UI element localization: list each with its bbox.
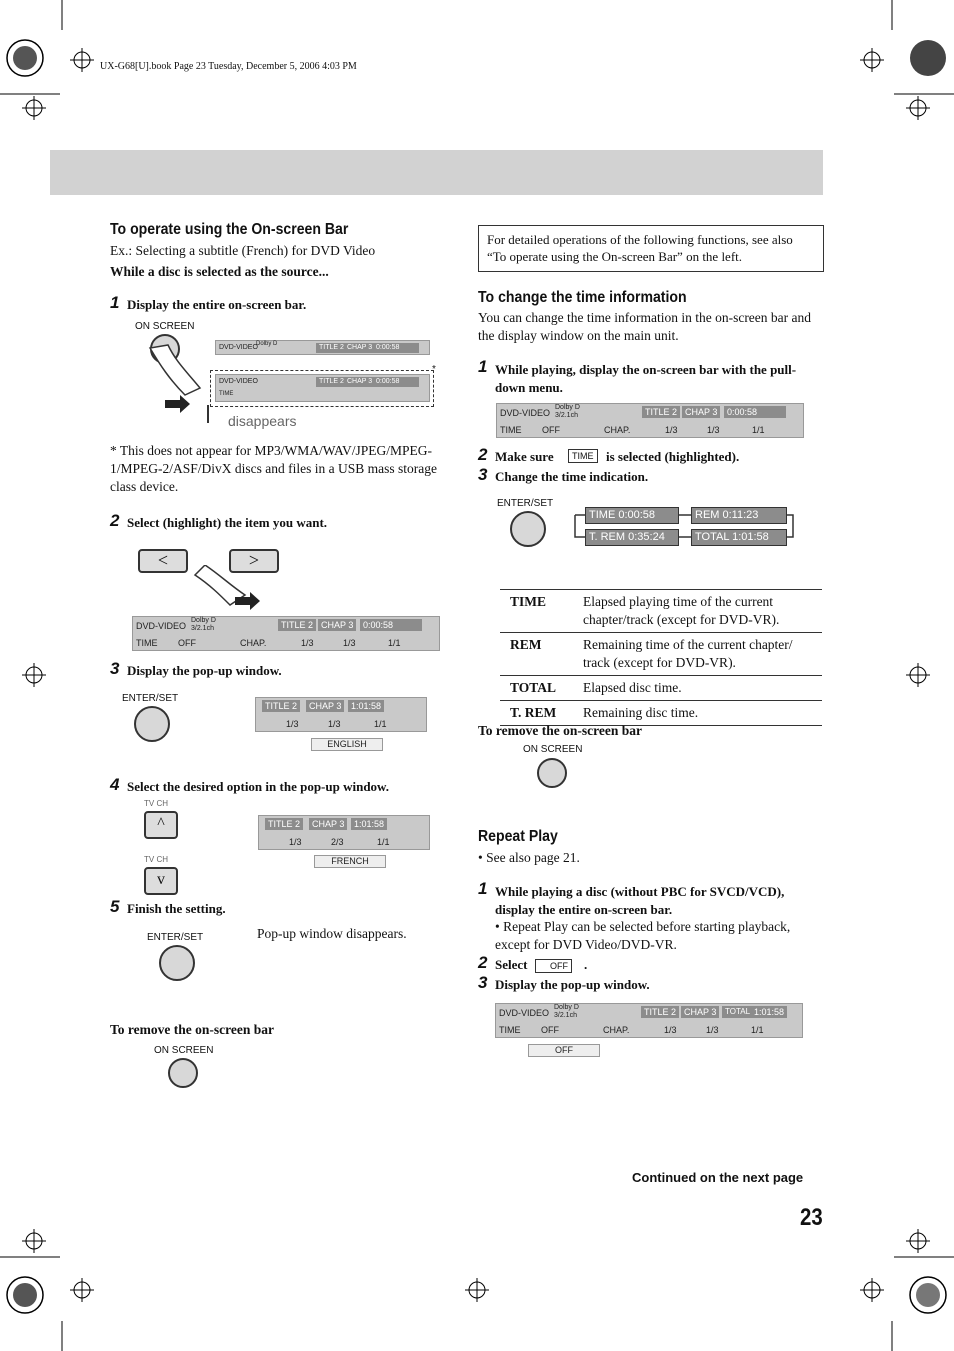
enter-set-button[interactable] (510, 511, 546, 547)
dvd-video-label: DVD-VIDEO (499, 1008, 550, 1018)
popup-option-french[interactable]: FRENCH (314, 855, 386, 868)
chap-cell: CHAP 3 (682, 406, 720, 418)
channels-label: 3/2.1ch (191, 625, 214, 632)
remove-title: To remove the on-screen bar (478, 723, 642, 738)
on-screen-label: ON SCREEN (135, 321, 195, 332)
total-cell: 1:01:58 (351, 818, 387, 830)
audio-label: 1/3 (665, 425, 678, 435)
rem-display: REM 0:11:23 (691, 507, 787, 524)
table-desc: Elapsed playing time of the current chapter/track (except for DVD-VR). (573, 590, 822, 633)
dolby-label: Dolby D (555, 404, 580, 411)
time-cell: 0:00:58 (360, 619, 422, 631)
time-table (500, 589, 822, 726)
table-term: REM (500, 633, 573, 676)
step-number: 1 (110, 293, 120, 312)
title-cell: TITLE 2 (316, 343, 347, 353)
repeat-bullet: • Repeat Play can be selected before starting playback, except for DVD Video/DVD-VR. (495, 919, 791, 952)
page-number: 23 (800, 1204, 823, 1231)
title-cell: TITLE 2 (278, 619, 316, 631)
title-cell: TITLE 2 (262, 700, 300, 712)
chap-cell: CHAP 3 (318, 619, 356, 631)
step-number: 2 (110, 511, 120, 530)
chap-short-label: CHAP. (240, 638, 267, 648)
dvd-video-label: DVD-VIDEO (219, 378, 258, 385)
osd-bar (496, 403, 804, 438)
trem-display: T. REM 0:35:24 (585, 529, 679, 546)
title-cell: TITLE 2 (265, 818, 303, 830)
chap-cell: CHAP 3 (681, 1006, 719, 1018)
audio-label: 1/3 (289, 837, 302, 847)
book-meta: UX-G68[U].book Page 23 Tuesday, December 5, 2006 4:03 PM (100, 61, 357, 72)
chap-short-label: CHAP. (603, 1025, 630, 1035)
time-cell: 0:00:58 (724, 406, 786, 418)
repeat-see: • See also page 21. (478, 850, 580, 865)
off-label: OFF (178, 638, 196, 648)
chap-cell: CHAP 3 (309, 818, 347, 830)
table-row (500, 633, 822, 676)
step-text: Display the pop-up window. (127, 663, 282, 678)
angle-label: 1/1 (374, 719, 387, 729)
remove-title: To remove the on-screen bar (110, 1022, 274, 1037)
disappears-connector (207, 405, 209, 423)
chap-cell: CHAP 3 (344, 343, 375, 353)
time-label: TIME (136, 638, 158, 648)
step-number: 4 (110, 775, 120, 794)
on-screen-label: ON SCREEN (523, 744, 583, 755)
step-text: Select (highlight) the item you want. (127, 515, 328, 530)
on-screen-label: ON SCREEN (154, 1045, 214, 1056)
time-chip: TIME (568, 449, 598, 463)
finger-icon (190, 565, 270, 615)
osd-bar (495, 1003, 803, 1038)
step-text: Change the time indication. (495, 469, 649, 484)
step-number: 2 (478, 953, 488, 972)
total-cell: 1:01:58 (751, 1006, 787, 1018)
angle-label: 1/1 (388, 638, 401, 648)
popup-option-english[interactable]: ENGLISH (311, 738, 383, 751)
total-cell: 1:01:58 (348, 700, 384, 712)
title-cell: TITLE 2 (316, 377, 347, 387)
time-cell: 0:00:58 (373, 377, 419, 387)
step-text: is selected (highlighted). (606, 449, 740, 464)
total-label: TOTAL (722, 1006, 753, 1018)
dvd-video-label: DVD-VIDEO (219, 344, 258, 351)
enter-set-button[interactable] (159, 945, 195, 981)
chap-cell: CHAP 3 (344, 377, 375, 387)
step-text: Select the desired option in the pop-up window. (127, 779, 389, 794)
step-number: 3 (110, 659, 120, 678)
dvd-video-label: DVD-VIDEO (136, 621, 187, 631)
off-label: OFF (542, 425, 560, 435)
audio-label: 1/3 (301, 638, 314, 648)
time-intro: You can change the time information in the on-screen bar and the display window on the main unit. (478, 310, 812, 343)
time-display: TIME 0:00:58 (585, 507, 679, 524)
angle-label: 1/1 (752, 425, 765, 435)
footnote: * This does not appear for MP3/WMA/WAV/JPEG/MPEG-1/MPEG-2/ASF/DivX discs and files in a USB mass storage class device. (110, 443, 437, 494)
off-label: OFF (541, 1025, 559, 1035)
disappears-label: disappears (228, 413, 297, 429)
step-text: Display the entire on-screen bar. (127, 297, 307, 312)
time-label: TIME (499, 1025, 521, 1035)
example-text: Ex.: Selecting a subtitle (French) for DVD Video (110, 243, 376, 258)
step-text: Display the pop-up window. (495, 977, 650, 992)
table-desc: Remaining time of the current chapter/ track (except for DVD-VR). (573, 633, 822, 676)
dolby-label: Dolby D (256, 341, 278, 347)
right-arrow-button[interactable]: > (229, 549, 279, 573)
step-number: 1 (478, 879, 488, 898)
time-label: TIME (219, 391, 234, 397)
time-cell: 0:00:58 (373, 343, 419, 353)
angle-label: 1/1 (377, 837, 390, 847)
step-text: While playing, display the on-screen bar with the pull-down menu. (495, 362, 797, 395)
subtitle-label: 1/3 (328, 719, 341, 729)
tv-ch-down-button[interactable]: v (144, 867, 178, 895)
left-arrow-button[interactable]: < (138, 549, 188, 573)
popup-option-off[interactable]: OFF (528, 1044, 600, 1057)
note-text: For detailed operations of the following functions, see also “To operate using the On-screen Bar” on the left. (487, 232, 793, 264)
step-number: 2 (478, 445, 488, 464)
repeat-heading: Repeat Play (478, 828, 558, 845)
osd-bar (132, 616, 440, 651)
step-text: . (584, 957, 588, 972)
audio-label: 1/3 (286, 719, 299, 729)
table-row (500, 590, 822, 633)
tv-ch-up-button[interactable]: ^ (144, 811, 178, 839)
dolby-label: Dolby D (554, 1004, 579, 1011)
onscreen-bar-heading: To operate using the On-screen Bar (110, 221, 349, 238)
angle-label: 1/1 (751, 1025, 764, 1035)
enter-set-button[interactable] (134, 706, 170, 742)
step-number: 3 (478, 465, 488, 484)
step-text: While playing a disc (without PBC for SVCD/VCD), display the entire on-screen bar. (495, 884, 785, 917)
continued-text: Continued on the next page (632, 1170, 804, 1185)
popup-disappears-text: Pop-up window disappears. (257, 926, 407, 941)
on-screen-button[interactable] (537, 758, 567, 788)
chap-short-label: CHAP. (604, 425, 631, 435)
popup-bar (255, 697, 427, 732)
subtitle-label: 1/3 (343, 638, 356, 648)
popup-bar (258, 815, 430, 850)
audio-label: 1/3 (664, 1025, 677, 1035)
table-desc: Elapsed disc time. (573, 676, 822, 701)
step-number: 5 (110, 897, 120, 916)
table-row (500, 676, 822, 701)
table-desc: Remaining disc time. (573, 701, 822, 726)
asterisk: * (432, 364, 436, 375)
table-term: TIME (500, 590, 573, 633)
subtitle-label: 1/3 (706, 1025, 719, 1035)
subtitle-label: 2/3 (331, 837, 344, 847)
time-info-heading: To change the time information (478, 289, 687, 306)
on-screen-button[interactable] (168, 1058, 198, 1088)
dolby-label: Dolby D (191, 617, 216, 624)
channels-label: 3/2.1ch (554, 1012, 577, 1019)
tv-ch-plus-label: TV CH (144, 799, 168, 808)
repeat-off-chip: OFF (535, 959, 572, 973)
title-cell: TITLE 2 (642, 406, 680, 418)
step-text: Finish the setting. (127, 901, 226, 916)
note-box (478, 225, 824, 272)
subtitle-label: 1/3 (707, 425, 720, 435)
osd-bar-small-full (215, 374, 430, 402)
step-number: 1 (478, 357, 488, 376)
time-label: TIME (500, 425, 522, 435)
enter-set-label: ENTER/SET (147, 932, 204, 943)
table-term: TOTAL (500, 676, 573, 701)
step-text: Make sure (495, 449, 554, 464)
while-text: While a disc is selected as the source... (110, 264, 329, 279)
enter-set-label: ENTER/SET (497, 498, 554, 509)
chap-cell: CHAP 3 (306, 700, 344, 712)
channels-label: 3/2.1ch (555, 412, 578, 419)
step-number: 3 (478, 973, 488, 992)
dvd-video-label: DVD-VIDEO (500, 408, 551, 418)
table-term: T. REM (500, 701, 573, 726)
title-cell: TITLE 2 (641, 1006, 679, 1018)
step-text: Select (495, 957, 528, 972)
total-display: TOTAL 1:01:58 (691, 529, 787, 546)
enter-set-label: ENTER/SET (122, 693, 179, 704)
osd-bar-small (215, 340, 430, 355)
tv-ch-minus-label: TV CH (144, 855, 168, 864)
